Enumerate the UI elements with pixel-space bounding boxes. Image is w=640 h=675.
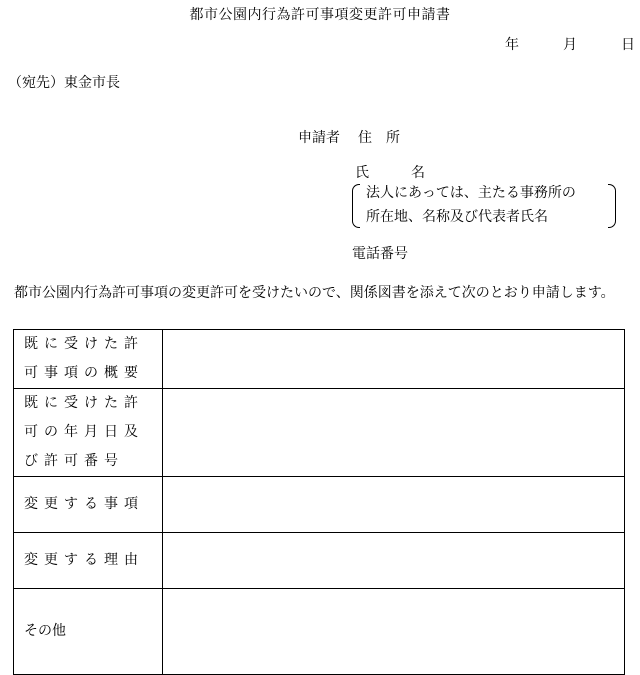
form-label bbox=[14, 589, 163, 675]
phone-label: 電話番号 bbox=[352, 246, 408, 262]
form-label: 既に受けた許 可事項の概要 bbox=[14, 330, 163, 389]
corporate-note-line1: 法人にあっては、主たる事務所の bbox=[366, 185, 576, 201]
form-value-existing-summary[interactable] bbox=[163, 330, 625, 389]
form-value-other[interactable] bbox=[163, 589, 625, 675]
form-label: 変更する事項 bbox=[14, 477, 163, 533]
date-day-label: 日 bbox=[621, 37, 635, 53]
name-label: 氏 名 bbox=[355, 165, 439, 181]
other-label-char: 他 bbox=[52, 623, 66, 639]
corporate-note bbox=[352, 182, 616, 230]
applicant-address-row bbox=[298, 127, 400, 147]
application-statement: 都市公園内行為許可事項の変更許可を受けたいので、関係図書を添えて次のとおり申請します。 bbox=[14, 285, 615, 301]
other-label bbox=[24, 617, 162, 646]
date-line bbox=[505, 34, 635, 54]
other-label-char: そ bbox=[24, 623, 38, 639]
application-form-table bbox=[13, 329, 625, 675]
form-row-existing-date-number bbox=[14, 389, 625, 477]
form-row-existing-summary bbox=[14, 330, 625, 389]
address-label: 住 所 bbox=[358, 130, 400, 146]
document-title: 都市公園内行為許可事項変更許可申請書 bbox=[189, 7, 451, 23]
form-label: 変更する理由 bbox=[14, 533, 163, 589]
form-value-change-reason[interactable] bbox=[163, 533, 625, 589]
date-month-label: 月 bbox=[563, 37, 577, 53]
other-label-char: の bbox=[38, 623, 52, 639]
form-value-existing-date-number[interactable] bbox=[163, 389, 625, 477]
addressee: （宛先）東金市長 bbox=[8, 75, 120, 91]
applicant-label: 申請者 bbox=[298, 130, 340, 146]
form-row-other bbox=[14, 589, 625, 675]
corporate-note-line2: 所在地、名称及び代表者氏名 bbox=[366, 209, 548, 225]
form-row-change-items bbox=[14, 477, 625, 533]
form-value-change-items[interactable] bbox=[163, 477, 625, 533]
left-bracket bbox=[352, 184, 360, 228]
form-row-change-reason bbox=[14, 533, 625, 589]
date-year-label: 年 bbox=[505, 37, 519, 53]
right-bracket bbox=[608, 184, 616, 228]
form-label: 既に受けた許 可の年月日及 び許可番号 bbox=[14, 389, 163, 477]
